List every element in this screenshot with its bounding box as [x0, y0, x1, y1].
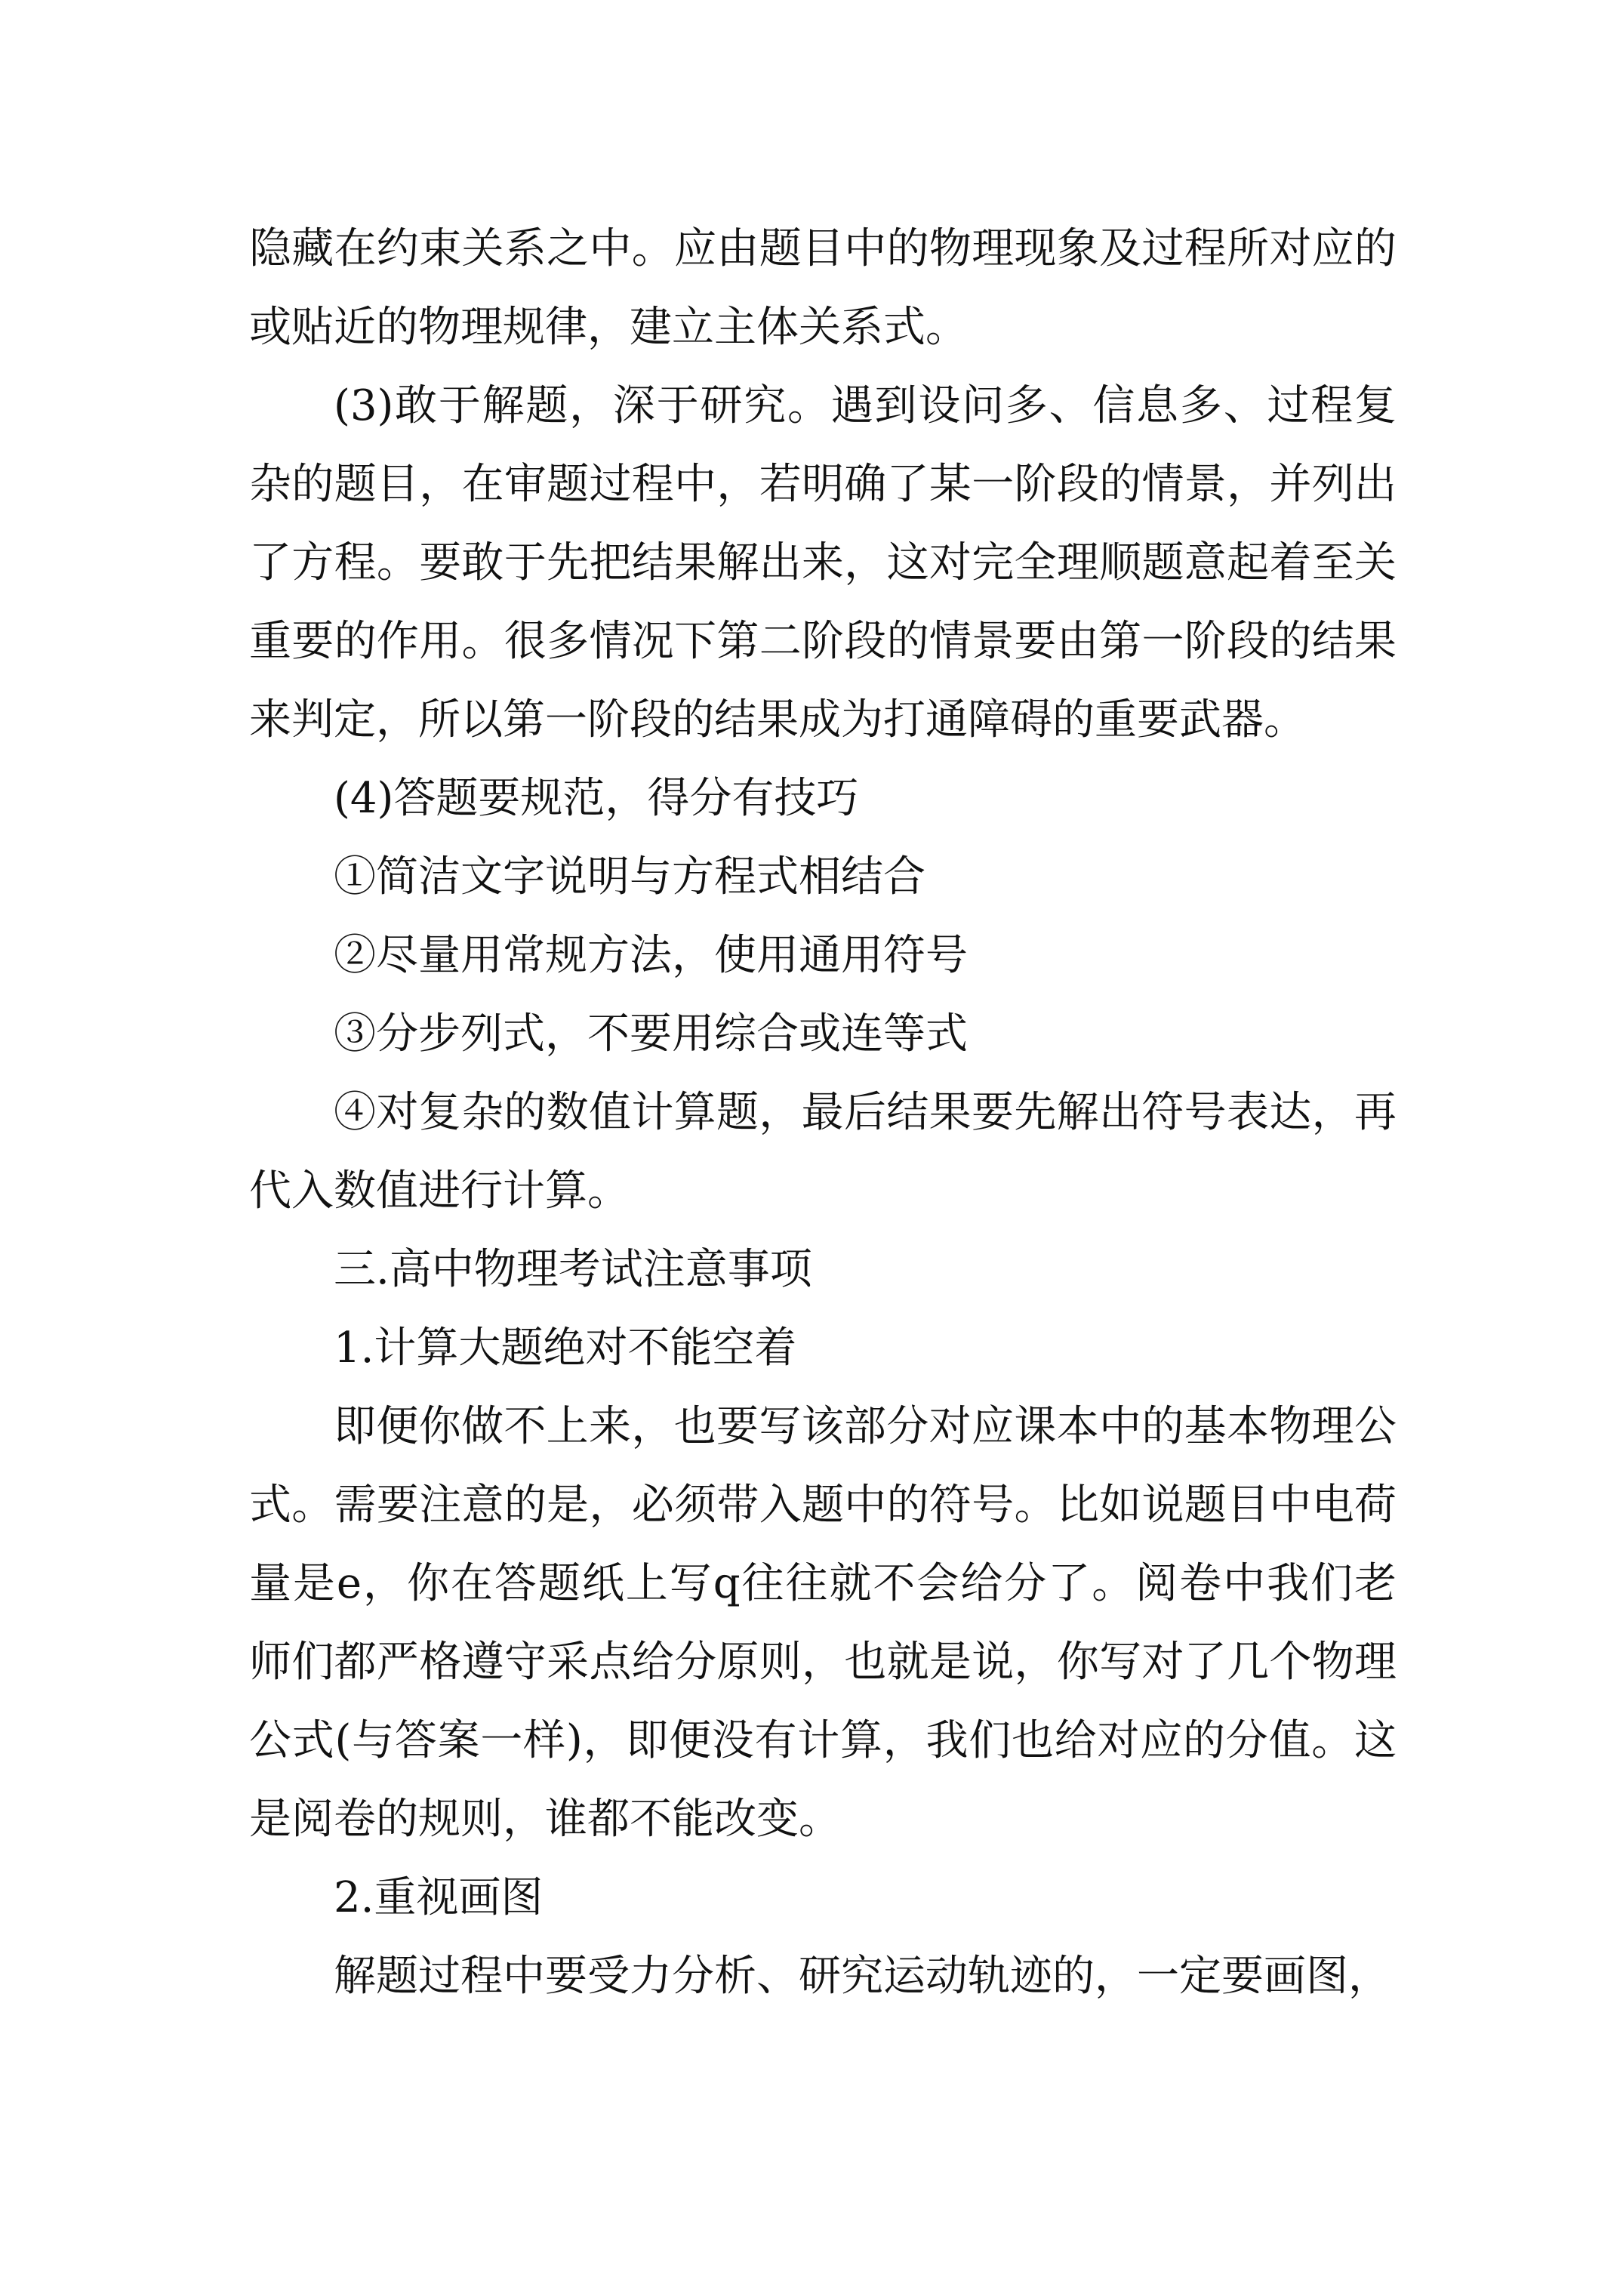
paragraph-answer-standards: (4)答题要规范，得分有技巧 — [334, 774, 859, 823]
list-item-3: ③分步列式，不要用综合或连等式 — [334, 1009, 968, 1059]
subheading-calculation-questions: 1.计算大题绝对不能空着 — [334, 1324, 797, 1373]
paragraph-dare-to-solve: (3)敢于解题，深于研究。遇到设问多、信息多、过程复杂的题目，在审题过程中，若明确了某一阶段的情景，并列出了方程。要敢于先把结果解出来，这对完全理顺题意起着至关重要的作用。很多情况下第二阶段的情景要由第一阶段的结果来判定，所以第一阶段的结果成为打通障碍的重要武器。 — [249, 381, 1397, 744]
list-item-1: ①简洁文字说明与方程式相结合 — [334, 852, 925, 901]
paragraph-constraint-relations: 隐藏在约束关系之中。应由题目中的物理现象及过程所对应的或贴近的物理规律，建立主体关系式。 — [249, 224, 1397, 352]
paragraph-drawing-detail: 解题过程中要受力分析、研究运动轨迹的，一定要画图， — [334, 1952, 1390, 2001]
section-heading-exam-notes: 三.高中物理考试注意事项 — [334, 1245, 812, 1294]
paragraph-calculation-detail: 即便你做不上来，也要写该部分对应课本中的基本物理公式。需要注意的是，必须带入题中的符号。比如说题目中电荷量是e，你在答题纸上写q往往就不会给分了。阅卷中我们老师们都严格遵守采点给分原则，也就是说，你写对了几个物理公式(与答案一样)，即便没有计算，我们也给对应的分值。这是阅卷的规则，谁都不能改变。 — [249, 1402, 1397, 1844]
list-item-4: ④对复杂的数值计算题，最后结果要先解出符号表达，再代入数值进行计算。 — [249, 1088, 1397, 1216]
document-body — [249, 210, 1397, 2016]
list-item-2: ②尽量用常规方法，使用通用符号 — [334, 931, 968, 980]
subheading-drawing: 2.重视画图 — [334, 1873, 544, 1922]
